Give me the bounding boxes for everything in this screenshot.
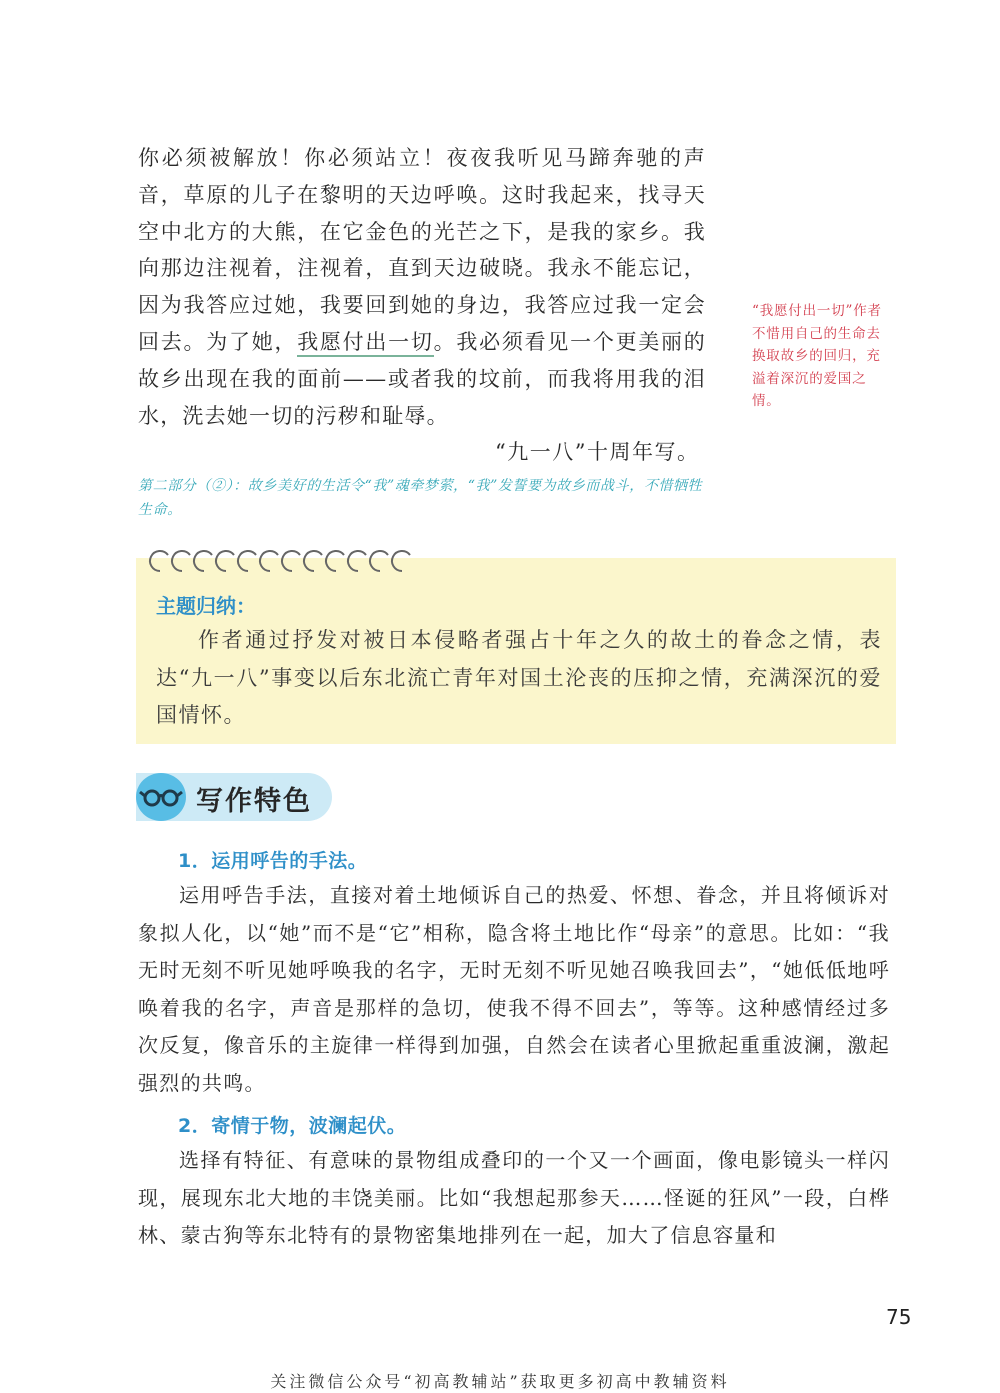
highlighted-phrase: 我愿付出一切	[297, 330, 433, 357]
theme-text	[156, 622, 882, 735]
passage-text-before: 你必须被解放！你必须站立！夜夜我听见马蹄奔驰的声音，草原的儿子在黎明的天边呼唤。这时我起来，找寻天空中北方的大熊，在它金色的光芒之下，是我的家乡。我向那边注视着，注视着，直到天边破晓。我永不能忘记，因为我答应过她，我要回到她的身边，我答应过我一定会回去。为了她，	[138, 146, 706, 354]
theme-title: 主题归纳：	[156, 594, 256, 618]
section-header-circle	[136, 773, 186, 821]
passage-signature: “九一八”十周年写。	[495, 440, 700, 464]
section-annotation: 第二部分（②）：故乡美好的生活令“我”魂牵梦萦，“我”发誓要为故乡而战斗，不惜牺牲生命。	[138, 478, 703, 518]
feature-text-2	[138, 1142, 890, 1255]
page-number: 75	[886, 1305, 912, 1329]
margin-annotation: “我愿付出一切”作者不惜用自己的生命去换取故乡的回归，充溢着深沉的爱国之情。	[752, 303, 882, 409]
passage-text-after: 。我必须看见一个更美丽的故乡出现在我的面前——或者我的坟前，而我将用我的泪水，洗去她一切的污秽和耻辱。	[138, 329, 706, 428]
footer-watermark: 关注微信公众号“初高教辅站”获取更多初高中教辅资料	[270, 1372, 730, 1391]
passage-paragraph	[138, 140, 706, 434]
feature-paragraph: 运用呼告手法，直接对着土地倾诉自己的热爱、怀想、眷念，并且将倾诉对象拟人化，以“她”而不是“它”相称，隐含将土地比作“母亲”的意思。比如：“我无时无刻不听见她呼唤我的名字，无时无刻不听见她召唤我回去”，“她低低地呼唤着我的名字，声音是那样的急切，使我不得不回去”，等等。这种感情经过多次反复，像音乐的主旋律一样得到加强，自然会在读者心里掀起重重波澜，激起强烈的共鸣。	[138, 883, 890, 1095]
notebook-rings-icon	[146, 545, 436, 573]
glasses-icon	[136, 773, 186, 821]
feature-heading-2: 2．寄情于物，波澜起伏。	[178, 1115, 407, 1137]
feature-paragraph: 选择有特征、有意味的景物组成叠印的一个又一个画面，像电影镜头一样闪现，展现东北大地的丰饶美丽。比如“我想起那参天……怪诞的狂风”一段，白桦林、蒙古狗等东北特有的景物密集地排列在一起，加大了信息容量和	[138, 1148, 890, 1248]
feature-text-1	[138, 877, 890, 1103]
passage-text	[138, 140, 706, 434]
section-title: 写作特色	[196, 786, 312, 817]
theme-paragraph: 作者通过抒发对被日本侵略者强占十年之久的故土的眷念之情，表达“九一八”事变以后东北流亡青年对国土沦丧的压抑之情，充满深沉的爱国情怀。	[156, 628, 882, 727]
feature-heading-1: 1．运用呼告的手法。	[178, 850, 368, 872]
